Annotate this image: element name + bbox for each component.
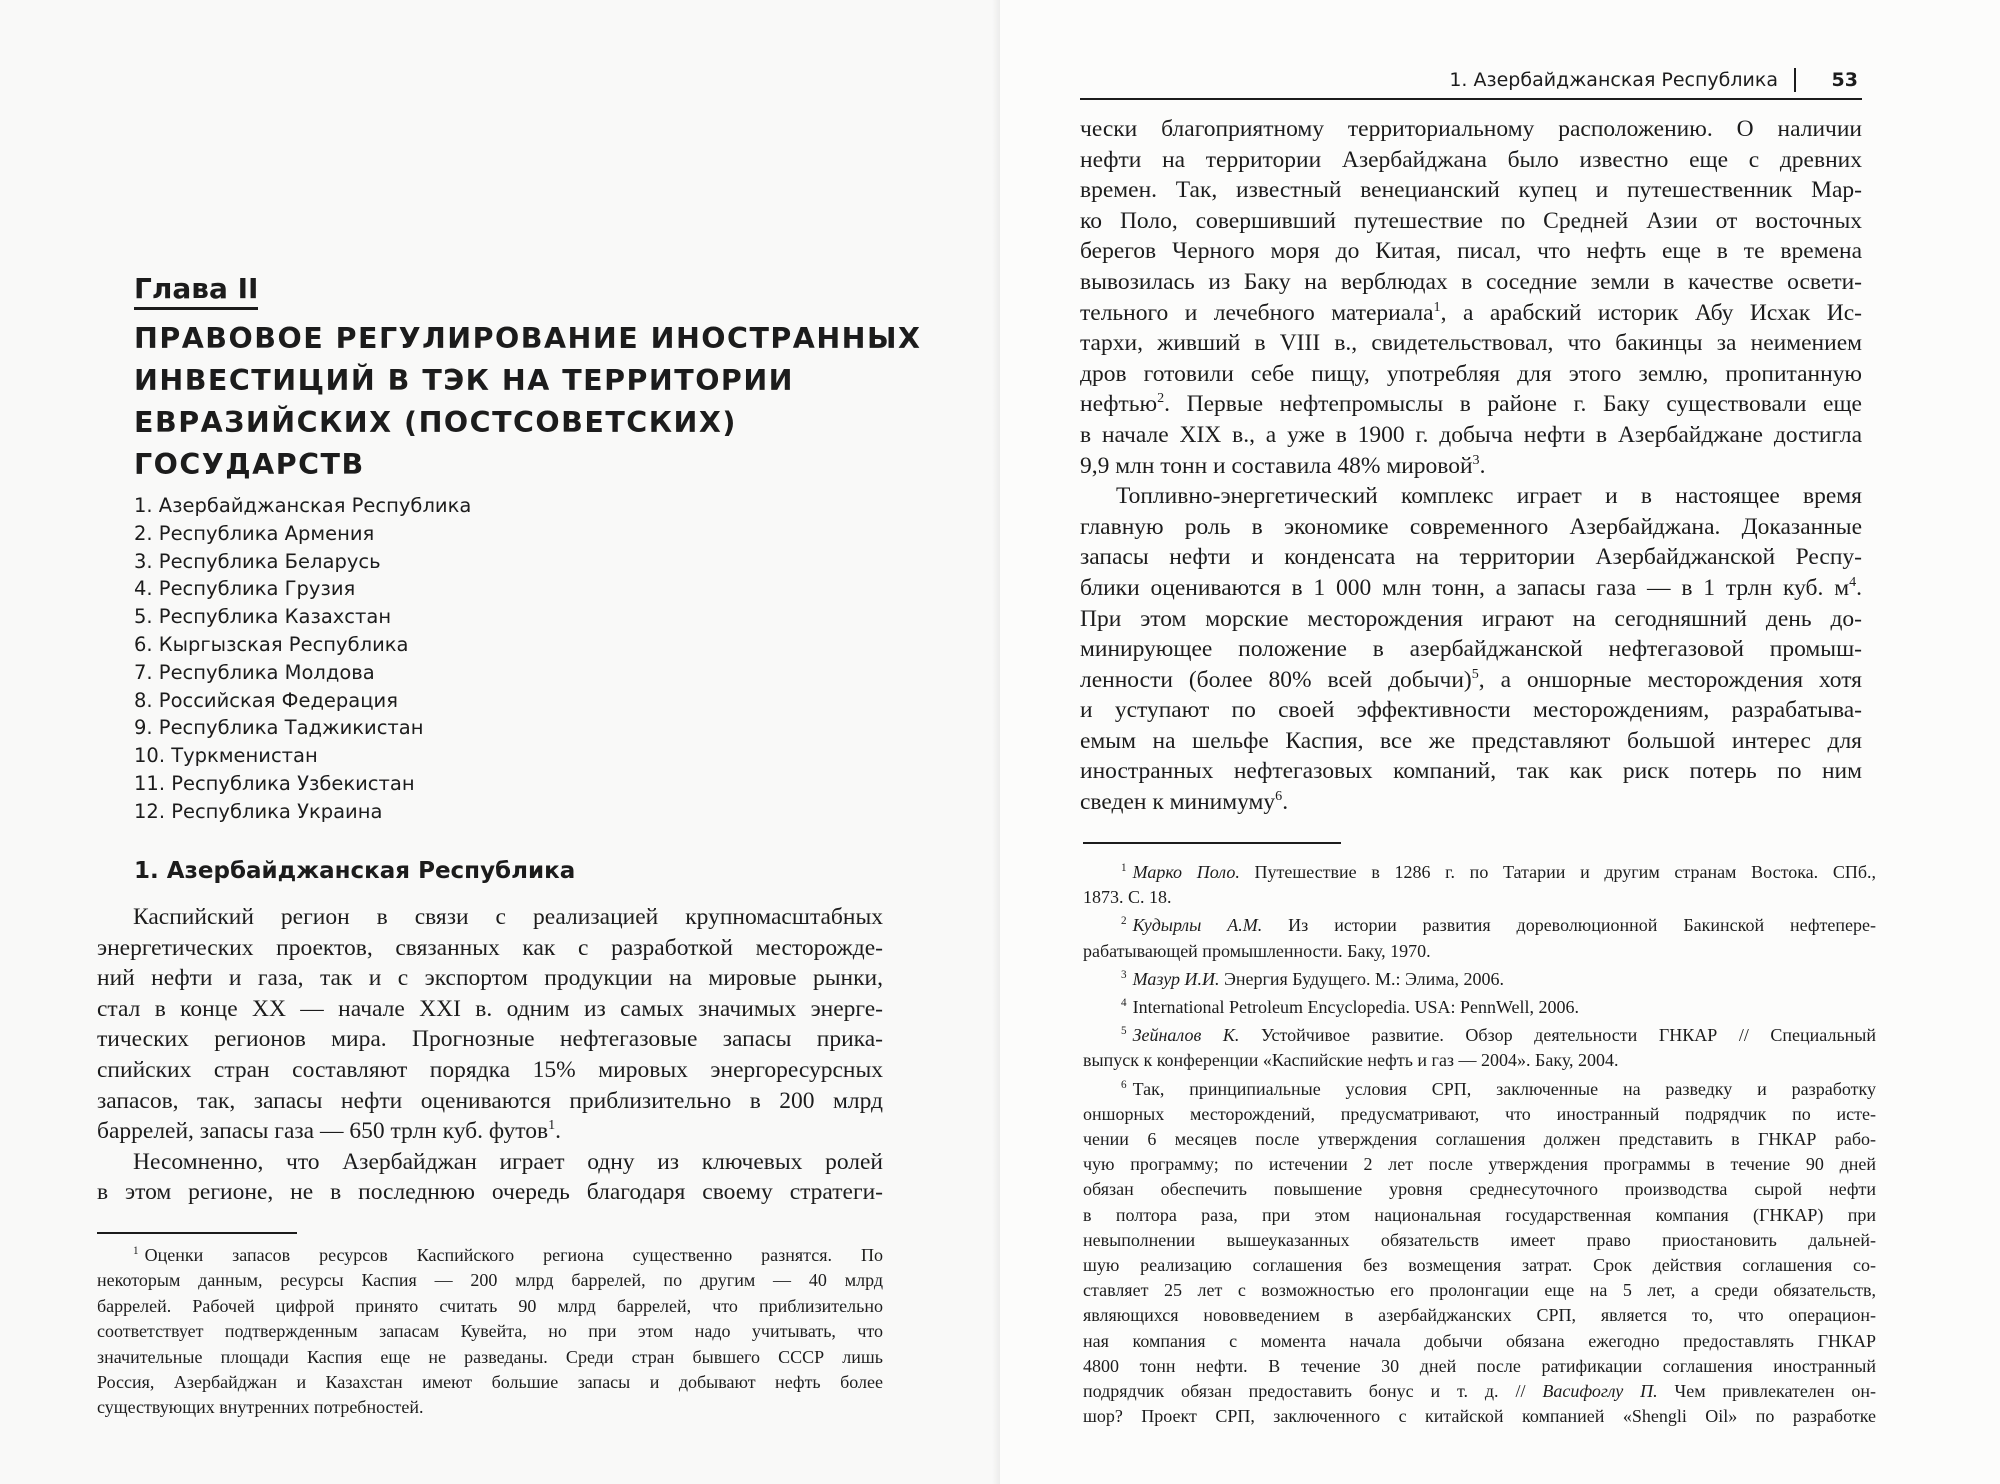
footnote-line: ная компания с момента начала добычи обязана ежегодно предоставлять ГНКАР bbox=[1083, 1330, 1876, 1351]
text-line: При этом морские месторождения играют на сегодняшний день до- bbox=[1080, 605, 1862, 632]
toc-item: 3. Республика Беларусь bbox=[134, 549, 381, 573]
text-line: и уступают по своей эффективности месторождениям, разрабатыва- bbox=[1080, 697, 1862, 724]
text-line bbox=[1080, 451, 1862, 482]
footnote-author: Мазур И.И. bbox=[1132, 968, 1220, 989]
footnote-number: 4 bbox=[1121, 997, 1127, 1010]
text-line: запасы нефти и конденсата на территории Азербайджанской Респу- bbox=[1080, 544, 1862, 571]
text-line: нефти на территории Азербайджана было известно еще с древних bbox=[1080, 146, 1862, 173]
footnote bbox=[1083, 860, 1876, 910]
toc-item: 6. Кыргызская Республика bbox=[134, 632, 409, 656]
text-line: в начале XIX в., а уже в 1900 г. добыча нефти в Азербайджане достигла bbox=[1080, 421, 1862, 448]
text-run: . bbox=[1479, 452, 1486, 479]
text-line: Каспийский регион в связи с реализацией крупномасштабных bbox=[133, 904, 883, 930]
text-run: . bbox=[1856, 574, 1862, 601]
text-run: баррелей, запасы газа — 650 трлн куб. футов bbox=[97, 1118, 549, 1145]
chapter-title-line: ЕВРАЗИЙСКИХ (ПОСТСОВЕТСКИХ) bbox=[134, 406, 737, 439]
footnote-line: оншорных месторождений, предусматривают, что иностранный подрядчик по исте- bbox=[1083, 1103, 1876, 1124]
text-line: энергетических проектов, связанных как с разработкой месторожде- bbox=[97, 934, 883, 961]
footnote-line: чении 6 месяцев после утверждения соглашения должен представить в ГНКАР рабо- bbox=[1083, 1129, 1876, 1150]
footnote-line bbox=[1083, 860, 1876, 885]
toc-item: 5. Республика Казахстан bbox=[134, 605, 392, 629]
text-line: берегов Черного моря до Китая, писал, что нефть еще в те времена bbox=[1080, 238, 1862, 265]
footnote bbox=[1083, 1077, 1876, 1430]
footnote bbox=[1083, 995, 1876, 1020]
footnote-ref: 1 bbox=[1433, 298, 1441, 315]
text-line: чески благоприятному территориальному расположению. О наличии bbox=[1080, 116, 1862, 142]
footnote-line: шор? Проект СРП, заключенного с китайской компанией «Shengli Oil» по разработке bbox=[1083, 1406, 1876, 1427]
footnote-number: 2 bbox=[1121, 915, 1127, 928]
footnote-ref: 4 bbox=[1849, 574, 1857, 591]
footnote-author: Кудырлы А.М. bbox=[1132, 915, 1263, 936]
text-line bbox=[1080, 298, 1862, 329]
toc-item: 10. Туркменистан bbox=[134, 744, 318, 768]
text-run: блики оцениваются в 1 000 млн тонн, а запасы газа — в 1 трлн куб. м bbox=[1080, 574, 1850, 601]
footnote-author: Васифоглу П. bbox=[1542, 1381, 1658, 1402]
text-line: дров готовили себе пищу, употребляя для этого землю, пропитанную bbox=[1080, 360, 1862, 387]
text-run: , а оншорные месторождения хотя bbox=[1478, 666, 1862, 693]
text-line bbox=[1080, 665, 1862, 696]
footnote-number: 1 bbox=[1121, 862, 1127, 874]
toc-item: 7. Республика Молдова bbox=[134, 660, 375, 684]
footnote-number: 3 bbox=[1121, 968, 1127, 981]
text-run: . bbox=[1282, 789, 1289, 816]
footnote-line: являющихся нововведением в азербайджанских СРП, является то, что операцион- bbox=[1083, 1305, 1876, 1326]
footnote-rule bbox=[97, 1232, 297, 1234]
text-line bbox=[97, 1116, 883, 1147]
footnote-author: Зейналов К. bbox=[1132, 1025, 1240, 1046]
section-heading: 1. Азербайджанская Республика bbox=[134, 858, 576, 884]
footnote-line bbox=[97, 1243, 883, 1268]
text-line bbox=[1080, 573, 1862, 604]
footnote-author: Марко Поло. bbox=[1132, 862, 1240, 882]
footnote-line: некоторым данным, ресурсы Каспия — 200 млрд баррелей, по другим — 40 млрд bbox=[97, 1270, 883, 1291]
text-run: сведен к минимуму bbox=[1080, 789, 1276, 816]
text-run: . bbox=[555, 1118, 561, 1145]
chapter-title-line: ГОСУДАРСТВ bbox=[134, 448, 365, 481]
footnote-line: в полтора раза, при этом национальная государственная компания (ГНКАР) при bbox=[1083, 1204, 1876, 1225]
footnote-ref: 6 bbox=[1275, 788, 1283, 805]
footnote-ref: 3 bbox=[1472, 451, 1480, 468]
text-run: Так, принципиальные условия СРП, заключенные на разведку и разработку bbox=[1132, 1078, 1876, 1099]
text-run: Устойчивое развитие. Обзор деятельности ГНКАР // Специальный bbox=[1260, 1025, 1877, 1046]
text-run: Энергия Будущего. М.: Элима, 2006. bbox=[1223, 968, 1504, 989]
footnote-number: 5 bbox=[1121, 1025, 1127, 1038]
chapter-title bbox=[134, 318, 922, 486]
body-text bbox=[97, 902, 883, 1208]
text-line: минирующее положение в азербайджанской нефтегазовой промыш- bbox=[1080, 636, 1862, 663]
text-run: Из истории развития дореволюционной Бакинской нефтепере- bbox=[1288, 915, 1876, 936]
footnote-line bbox=[1083, 1379, 1876, 1404]
footnote-ref: 2 bbox=[1157, 390, 1165, 407]
footnote-line: рабатывающей промышленности. Баку, 1970. bbox=[1083, 940, 1431, 961]
text-line bbox=[1080, 389, 1862, 420]
footnote-line bbox=[1083, 967, 1876, 992]
footnote-rule bbox=[1083, 842, 1341, 844]
footnote bbox=[1083, 967, 1876, 992]
footnote-line bbox=[1083, 995, 1876, 1020]
footnote-line: баррелей. Рабочей цифрой принято считать 90 млрд баррелей, что приблизительно bbox=[97, 1295, 883, 1316]
footnote bbox=[97, 1243, 883, 1421]
text-run: подрядчик обязан предоставить бонус и т. д. // bbox=[1083, 1381, 1526, 1402]
text-line: емым на шельфе Каспия, все же представляют большой интерес для bbox=[1080, 727, 1862, 754]
footnote bbox=[1083, 913, 1876, 963]
running-head-title: 1. Азербайджанская Республика bbox=[1449, 69, 1778, 91]
footnote-line bbox=[1083, 1077, 1876, 1102]
footnotes bbox=[1083, 860, 1876, 1432]
footnote-line: выпуск к конференции «Каспийские нефть и газ — 2004». Баку, 2004. bbox=[1083, 1050, 1619, 1071]
text-line: запасов, так, запасы нефти оцениваются приблизительно в 200 млрд bbox=[97, 1087, 883, 1114]
text-line: тических регионов мира. Прогнозные нефтегазовые запасы прика- bbox=[97, 1026, 883, 1053]
footnote-line: значительные площади Каспия еще не разведаны. Среди стран бывшего СССР лишь bbox=[97, 1346, 883, 1367]
toc-item: 11. Республика Узбекистан bbox=[134, 771, 415, 795]
footnote-line: 1873. С. 18. bbox=[1083, 887, 1172, 908]
text-run: Оценки запасов ресурсов Каспийского региона существенно разнятся. По bbox=[144, 1245, 883, 1265]
footnote-ref: 5 bbox=[1471, 665, 1479, 682]
text-line: спийских стран составляют порядка 15% мировых энергоресурсных bbox=[97, 1056, 883, 1083]
footnote-line: ставляет 25 лет с возможностью его пролонгации еще на 5 лет, а среди обязательств, bbox=[1083, 1280, 1876, 1301]
running-head bbox=[1080, 66, 1862, 100]
text-line: ний нефти и газа, так и с экспортом продукции на мировые рынки, bbox=[97, 965, 883, 992]
text-line: вывозилась из Баку на верблюдах в соседние земли в качестве освети- bbox=[1080, 268, 1862, 295]
text-run: Чем привлекателен он- bbox=[1674, 1381, 1876, 1402]
footnotes bbox=[97, 1243, 883, 1424]
text-line: в этом регионе, не в последнюю очередь благодаря своему стратеги- bbox=[97, 1179, 883, 1206]
chapter-contents-list bbox=[134, 492, 471, 826]
text-run: International Petroleum Encyclopedia. USA: PennWell, 2006. bbox=[1132, 997, 1580, 1018]
footnote-line: соответствует подтвержденным запасам Кувейта, но при этом надо учитывать, что bbox=[97, 1321, 883, 1342]
footnote-line bbox=[1083, 1023, 1876, 1048]
page-number: 53 bbox=[1831, 69, 1858, 91]
toc-item: 1. Азербайджанская Республика bbox=[134, 494, 472, 517]
chapter-label: Глава II bbox=[134, 272, 258, 310]
text-run: . Первые нефтепромыслы в районе г. Баку существовали еще bbox=[1164, 391, 1862, 418]
toc-item: 9. Республика Таджикистан bbox=[134, 716, 424, 740]
text-run: тельного и лечебного материала bbox=[1080, 299, 1434, 326]
running-head-separator bbox=[1794, 68, 1796, 92]
text-run: Путешествие в 1286 г. по Татарии и другим странам Востока. СПб., bbox=[1254, 862, 1876, 882]
footnote-ref: 1 bbox=[548, 1117, 556, 1134]
footnote-line: обязан обеспечить повышение уровня среднесуточного производства сырой нефти bbox=[1083, 1179, 1876, 1200]
footnote-line: чую программу; по истечении 2 лет после утверждения программы в течение 90 дней bbox=[1083, 1154, 1876, 1175]
footnote-number: 6 bbox=[1121, 1078, 1127, 1091]
text-run: нефтью bbox=[1080, 391, 1158, 418]
text-line: тархи, живший в VIII в., свидетельствовал, что бакинцы за неимением bbox=[1080, 330, 1862, 357]
toc-item: 4. Республика Грузия bbox=[134, 577, 356, 601]
footnote-line bbox=[1083, 913, 1876, 938]
text-line: ко Поло, совершивший путешествие по Средней Азии от восточных bbox=[1080, 207, 1862, 234]
footnote-line: Россия, Азербайджан и Казахстан имеют большие запасы и добывают нефть более bbox=[97, 1372, 883, 1393]
text-line: времен. Так, известный венецианский купец и путешественник Мар- bbox=[1080, 177, 1862, 204]
text-line: главную роль в экономике современного Азербайджана. Доказанные bbox=[1080, 513, 1862, 540]
text-line: иностранных нефтегазовых компаний, так как риск потерь по ним bbox=[1080, 758, 1862, 785]
footnote bbox=[1083, 1023, 1876, 1073]
text-line: Топливно-энергетический комплекс играет и в настоящее время bbox=[1116, 483, 1862, 510]
footnote-number: 1 bbox=[133, 1245, 139, 1257]
toc-item: 12. Республика Украина bbox=[134, 799, 383, 823]
footnote-line: невыполнении вышеуказанных обязательств имеет право приостановить дальней- bbox=[1083, 1229, 1876, 1250]
text-run: , а арабский историк Абу Исхак Ис- bbox=[1440, 299, 1862, 326]
text-run: ленности (более 80% всей добычи) bbox=[1080, 666, 1472, 693]
footnote-line: шую реализацию соглашения без возмещения затрат. Срок действия соглашения со- bbox=[1083, 1255, 1876, 1276]
toc-item: 8. Российская Федерация bbox=[134, 688, 398, 712]
text-line: Несомненно, что Азербайджан играет одну из ключевых ролей bbox=[133, 1148, 883, 1175]
text-run: 9,9 млн тонн и составила 48% мировой bbox=[1080, 452, 1473, 479]
chapter-title-line: ИНВЕСТИЦИЙ В ТЭК НА ТЕРРИТОРИИ bbox=[134, 364, 795, 397]
footnote-line: 4800 тонн нефти. В течение 30 дней после ратификации соглашения иностранный bbox=[1083, 1355, 1876, 1376]
chapter-title-line: ПРАВОВОЕ РЕГУЛИРОВАНИЕ ИНОСТРАННЫХ bbox=[134, 322, 922, 355]
footnote-line: существующих внутренних потребностей. bbox=[97, 1397, 424, 1418]
toc-item: 2. Республика Армения bbox=[134, 521, 375, 545]
text-line bbox=[1080, 787, 1862, 818]
body-text bbox=[1080, 114, 1862, 818]
text-line: стал в конце XX — начале XXI в. одним из самых значимых энерге- bbox=[97, 995, 883, 1022]
